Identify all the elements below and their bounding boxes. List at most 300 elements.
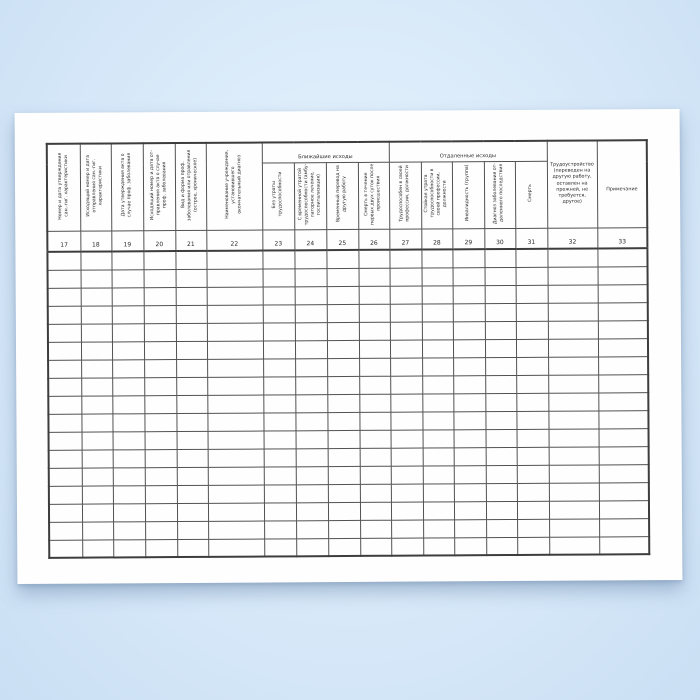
empty-cell — [359, 376, 390, 394]
empty-cell — [360, 448, 391, 466]
empty-cell — [264, 466, 296, 484]
empty-cell — [176, 359, 207, 377]
empty-cell — [49, 486, 82, 504]
empty-cell — [177, 449, 208, 467]
empty-cell — [599, 500, 649, 518]
empty-cell — [263, 268, 295, 286]
column-header-22 — [206, 143, 263, 231]
empty-cell — [598, 374, 648, 392]
empty-cell — [208, 485, 264, 503]
group-header-label: Ближайшие исходы — [298, 153, 353, 161]
journal-table-container — [46, 139, 651, 559]
empty-cell — [391, 466, 423, 484]
column-header-28 — [421, 162, 452, 229]
column-header-18 — [80, 143, 112, 231]
empty-cell — [208, 449, 264, 467]
column-header-label: Номер и дата утверждения сан.-гиг. характеристики — [57, 152, 69, 220]
column-header-24 — [294, 163, 326, 230]
empty-cell — [296, 520, 328, 538]
empty-cell — [144, 413, 176, 431]
empty-cell — [48, 396, 81, 414]
empty-cell — [80, 251, 111, 269]
column-header-label: С временной утратой трудоспособности (амбулаторное лечение, госпитализация) — [297, 163, 322, 226]
empty-cell — [454, 501, 486, 519]
empty-cell — [549, 482, 599, 500]
empty-cell — [549, 500, 599, 518]
empty-cell — [359, 268, 390, 286]
empty-cell — [517, 465, 549, 483]
column-number: 20 — [143, 231, 175, 252]
empty-cell — [422, 393, 453, 411]
empty-cell — [113, 449, 145, 467]
empty-cell — [328, 430, 360, 448]
empty-cell — [485, 411, 516, 429]
column-number: 23 — [262, 230, 294, 251]
empty-cell — [208, 431, 264, 449]
empty-cell — [516, 357, 548, 375]
empty-cell — [296, 538, 328, 556]
empty-cell — [486, 483, 517, 501]
empty-cell — [326, 250, 358, 268]
empty-cell — [548, 302, 598, 320]
empty-cell — [454, 519, 486, 537]
empty-cell — [598, 392, 648, 410]
empty-cell — [263, 376, 295, 394]
empty-cell — [454, 465, 486, 483]
column-header-label: Исходящий номер и дата отправления сан.-гиг. характеристики — [86, 154, 104, 217]
empty-cell — [516, 411, 548, 429]
empty-cell — [390, 412, 422, 430]
empty-cell — [295, 268, 327, 286]
empty-cell — [113, 431, 145, 449]
empty-cell — [423, 483, 454, 501]
column-header-25 — [326, 162, 358, 229]
empty-cell — [295, 358, 327, 376]
empty-cell — [485, 357, 516, 375]
empty-cell — [295, 304, 327, 322]
empty-cell — [176, 305, 207, 323]
empty-cell — [390, 304, 422, 322]
empty-cell — [327, 340, 359, 358]
empty-cell — [516, 321, 548, 339]
empty-cell — [453, 303, 485, 321]
column-header-30 — [484, 161, 515, 228]
empty-cell — [113, 539, 145, 557]
empty-cell — [360, 466, 391, 484]
group-header-label: Отдаленные исходы — [439, 153, 497, 160]
empty-cell — [327, 358, 359, 376]
empty-cell — [49, 522, 82, 540]
column-number: 27 — [389, 229, 421, 250]
empty-cell — [423, 465, 454, 483]
column-header-27 — [389, 162, 421, 229]
empty-cell — [207, 305, 263, 323]
empty-cell — [598, 284, 648, 302]
group-header-longterm-outcomes — [389, 141, 547, 162]
empty-cell — [264, 448, 296, 466]
empty-cell — [295, 340, 327, 358]
empty-cell — [113, 485, 145, 503]
empty-cell — [390, 376, 422, 394]
empty-cell — [112, 269, 144, 287]
column-header-label: Инвалидность (группа) — [464, 164, 471, 222]
column-header-label: Примечание — [606, 186, 638, 192]
empty-cell — [598, 266, 648, 284]
empty-cell — [422, 411, 453, 429]
empty-cell — [548, 374, 598, 392]
empty-cell — [262, 250, 294, 268]
empty-cell — [207, 413, 263, 431]
empty-cell — [264, 520, 296, 538]
empty-cell — [144, 359, 176, 377]
column-header-33 — [597, 140, 648, 228]
column-header-29 — [452, 162, 484, 229]
empty-cell — [176, 395, 207, 413]
empty-cell — [145, 431, 177, 449]
empty-cell — [327, 322, 359, 340]
empty-cell — [176, 377, 207, 395]
empty-cell — [143, 251, 175, 269]
empty-cell — [113, 467, 145, 485]
empty-cell — [454, 483, 486, 501]
empty-cell — [81, 341, 112, 359]
empty-cell — [81, 395, 112, 413]
empty-cell — [263, 412, 295, 430]
empty-cell — [485, 393, 516, 411]
empty-cell — [263, 340, 295, 358]
column-number: 19 — [111, 231, 143, 252]
empty-cell — [485, 267, 516, 285]
empty-cell — [48, 270, 81, 288]
empty-cell — [112, 377, 144, 395]
empty-cell — [176, 323, 207, 341]
empty-cell — [82, 467, 113, 485]
empty-cell — [485, 339, 516, 357]
empty-cell — [208, 521, 264, 539]
empty-cell — [391, 430, 423, 448]
empty-cell — [48, 378, 81, 396]
column-header-label: Временный перевод на другую работу — [335, 165, 348, 223]
empty-cell — [359, 412, 390, 430]
empty-cell — [82, 431, 113, 449]
empty-cell — [391, 520, 423, 538]
empty-cell — [112, 305, 144, 323]
empty-cell — [360, 502, 391, 520]
empty-cell — [599, 536, 649, 554]
empty-cell — [207, 359, 263, 377]
empty-cell — [516, 303, 548, 321]
empty-cell — [328, 484, 360, 502]
empty-cell — [486, 447, 517, 465]
empty-cell — [421, 249, 452, 267]
empty-cell — [548, 356, 598, 374]
empty-cell — [328, 520, 360, 538]
empty-cell — [295, 322, 327, 340]
column-header-label: Стойкая утрата трудоспособности в своей профессии, должности — [424, 168, 448, 218]
empty-cell — [177, 467, 208, 485]
empty-cell — [548, 284, 598, 302]
column-number: 32 — [547, 228, 597, 249]
empty-cell — [145, 539, 177, 557]
empty-cell — [516, 393, 548, 411]
empty-cell — [453, 393, 485, 411]
empty-cell — [112, 287, 144, 305]
empty-cell — [549, 446, 599, 464]
column-number: 25 — [326, 229, 358, 250]
empty-cell — [208, 467, 264, 485]
column-header-26 — [358, 162, 389, 229]
empty-cell — [486, 537, 517, 555]
empty-cell — [360, 484, 391, 502]
column-header-label: Трудоспособен в своей профессии, должности — [398, 165, 411, 222]
column-number: 33 — [597, 228, 647, 249]
empty-cell — [296, 502, 328, 520]
empty-cell — [144, 305, 176, 323]
empty-cell — [295, 394, 327, 412]
column-header-label: Трудоустройство (переведен на другую работу, оставлен на прежней, не требуется, другое) — [550, 162, 594, 205]
empty-cell — [454, 447, 486, 465]
empty-cell — [177, 431, 208, 449]
column-header-label: Смерть — [527, 183, 534, 202]
empty-cell — [548, 266, 598, 284]
empty-cell — [599, 482, 649, 500]
empty-cell — [327, 286, 359, 304]
journal-table — [46, 139, 651, 559]
empty-cell — [390, 340, 422, 358]
empty-cell — [453, 267, 485, 285]
empty-cell — [423, 429, 454, 447]
empty-cell — [328, 538, 360, 556]
empty-cell — [484, 249, 515, 267]
empty-cell — [360, 430, 391, 448]
empty-cell — [359, 304, 390, 322]
empty-cell — [548, 410, 598, 428]
column-header-21 — [175, 143, 207, 231]
journal-table-body — [47, 248, 649, 558]
empty-cell — [144, 323, 176, 341]
empty-cell — [49, 450, 82, 468]
empty-cell — [359, 286, 390, 304]
empty-cell — [485, 375, 516, 393]
empty-cell — [548, 320, 598, 338]
column-header-17 — [47, 144, 81, 232]
empty-cell — [295, 376, 327, 394]
empty-cell — [485, 285, 516, 303]
empty-cell — [599, 464, 649, 482]
empty-cell — [358, 250, 389, 268]
empty-cell — [549, 464, 599, 482]
empty-cell — [453, 375, 485, 393]
empty-cell — [486, 465, 517, 483]
empty-cell — [49, 432, 82, 450]
empty-cell — [390, 286, 422, 304]
column-number: 29 — [452, 229, 484, 250]
empty-cell — [423, 447, 454, 465]
empty-cell — [295, 286, 327, 304]
empty-cell — [145, 449, 177, 467]
empty-cell — [81, 269, 112, 287]
empty-cell — [423, 519, 454, 537]
empty-cell — [328, 466, 360, 484]
empty-cell — [422, 375, 453, 393]
empty-cell — [598, 338, 648, 356]
column-number: 24 — [294, 230, 326, 251]
empty-cell — [391, 538, 423, 556]
empty-cell — [111, 251, 143, 269]
empty-cell — [48, 324, 81, 342]
empty-cell — [144, 377, 176, 395]
column-header-label: Вид и форма проф. заболевания или отравления (острое, хроническое) — [181, 149, 199, 221]
empty-cell — [296, 430, 328, 448]
empty-cell — [112, 413, 144, 431]
empty-cell — [598, 356, 648, 374]
empty-cell — [176, 341, 207, 359]
empty-cell — [207, 377, 263, 395]
empty-cell — [145, 521, 177, 539]
empty-cell — [517, 501, 549, 519]
empty-cell — [81, 305, 112, 323]
empty-cell — [145, 503, 177, 521]
empty-cell — [207, 323, 263, 341]
empty-cell — [48, 288, 81, 306]
empty-cell — [208, 539, 264, 557]
empty-cell — [112, 395, 144, 413]
empty-cell — [422, 357, 453, 375]
empty-cell — [296, 466, 328, 484]
empty-cell — [207, 287, 263, 305]
column-number: 31 — [515, 228, 547, 249]
column-header-31 — [515, 161, 547, 228]
empty-cell — [49, 504, 82, 522]
empty-cell — [207, 269, 263, 287]
empty-cell — [485, 321, 516, 339]
empty-cell — [454, 429, 486, 447]
empty-cell — [327, 412, 359, 430]
empty-cell — [82, 485, 113, 503]
empty-cell — [549, 518, 599, 536]
empty-cell — [599, 428, 649, 446]
empty-cell — [176, 287, 207, 305]
empty-cell — [49, 468, 82, 486]
empty-cell — [422, 303, 453, 321]
empty-cell — [176, 269, 207, 287]
empty-cell — [486, 501, 517, 519]
empty-cell — [360, 538, 391, 556]
empty-cell — [264, 538, 296, 556]
empty-cell — [453, 339, 485, 357]
empty-cell — [599, 518, 649, 536]
empty-cell — [327, 376, 359, 394]
column-number: 26 — [358, 229, 389, 250]
empty-cell — [82, 539, 113, 557]
empty-cell — [360, 520, 391, 538]
empty-cell — [452, 249, 484, 267]
column-number: 28 — [421, 229, 452, 250]
empty-cell — [597, 248, 647, 266]
empty-cell — [598, 302, 648, 320]
empty-cell — [598, 410, 648, 428]
empty-cell — [515, 249, 547, 267]
empty-cell — [549, 428, 599, 446]
empty-cell — [296, 484, 328, 502]
empty-cell — [113, 503, 145, 521]
empty-cell — [144, 341, 176, 359]
empty-cell — [263, 358, 295, 376]
empty-cell — [391, 448, 423, 466]
column-number: 18 — [80, 231, 111, 252]
empty-cell — [112, 341, 144, 359]
empty-cell — [144, 395, 176, 413]
empty-cell — [263, 394, 295, 412]
group-header-immediate-outcomes — [262, 142, 389, 163]
table-row — [49, 536, 649, 558]
column-header-label: Смерть в течение первых двух суток после происшествия — [364, 163, 382, 225]
empty-cell — [49, 540, 82, 558]
empty-cell — [207, 395, 263, 413]
empty-cell — [359, 322, 390, 340]
empty-cell — [177, 539, 208, 557]
empty-cell — [82, 521, 113, 539]
empty-cell — [453, 411, 485, 429]
empty-cell — [549, 536, 599, 554]
column-header-23 — [262, 163, 294, 230]
column-number: 22 — [206, 230, 262, 251]
empty-cell — [327, 304, 359, 322]
empty-cell — [423, 537, 454, 555]
empty-cell — [516, 339, 548, 357]
empty-cell — [453, 285, 485, 303]
empty-cell — [454, 537, 486, 555]
empty-cell — [328, 502, 360, 520]
empty-cell — [390, 268, 422, 286]
empty-cell — [177, 503, 208, 521]
empty-cell — [294, 250, 326, 268]
empty-cell — [598, 320, 648, 338]
empty-cell — [390, 358, 422, 376]
empty-cell — [263, 322, 295, 340]
empty-cell — [327, 268, 359, 286]
empty-cell — [486, 429, 517, 447]
empty-cell — [422, 321, 453, 339]
empty-cell — [176, 413, 207, 431]
column-header-20 — [143, 143, 176, 231]
empty-cell — [48, 342, 81, 360]
empty-cell — [81, 323, 112, 341]
empty-cell — [422, 267, 453, 285]
empty-cell — [208, 503, 264, 521]
empty-cell — [517, 429, 549, 447]
empty-cell — [327, 394, 359, 412]
empty-cell — [295, 412, 327, 430]
empty-cell — [359, 340, 390, 358]
column-header-label: Исходящий номер и дата отправления акта о случае проф. заболевания — [149, 150, 168, 221]
empty-cell — [485, 303, 516, 321]
empty-cell — [48, 360, 81, 378]
empty-cell — [48, 306, 81, 324]
column-number: 30 — [484, 228, 515, 249]
empty-cell — [516, 285, 548, 303]
column-header-label: Диагноз заболевания отдаленного последствия — [493, 162, 505, 224]
empty-cell — [81, 359, 112, 377]
empty-cell — [82, 449, 113, 467]
empty-cell — [516, 267, 548, 285]
empty-cell — [486, 519, 517, 537]
empty-cell — [48, 414, 81, 432]
empty-cell — [359, 358, 390, 376]
empty-cell — [548, 392, 598, 410]
empty-cell — [206, 251, 262, 269]
column-header-19 — [111, 143, 144, 231]
